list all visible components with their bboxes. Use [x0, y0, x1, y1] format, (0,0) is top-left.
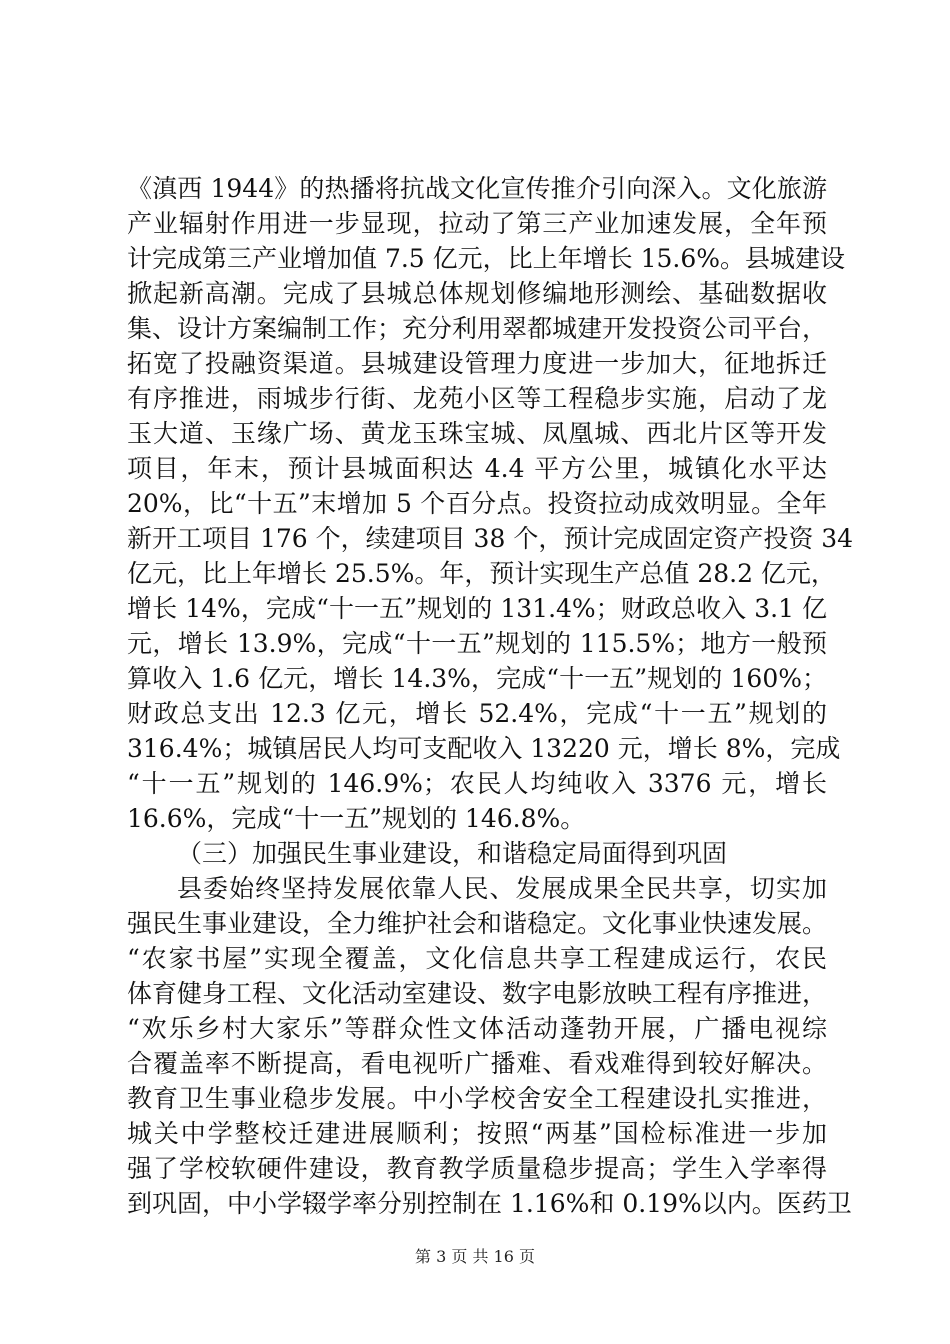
page-footer: 第 3 页 共 16 页 [415, 1247, 535, 1266]
text-line: 新开工项目 176 个，续建项目 38 个，预计完成固定资产投资 34 [127, 524, 854, 553]
text-line: 《滇西 1944》的热播将抗战文化宣传推介引向深入。文化旅游 [127, 174, 827, 203]
text-line: “欢乐乡村大家乐”等群众性文体活动蓬勃开展，广播电视综 [127, 1014, 827, 1043]
text-line: 集、设计方案编制工作；充分利用翠都城建开发投资公司平台， [127, 314, 828, 343]
text-line: 16.6%，完成“十一五”规划的 146.8%。 [127, 804, 586, 833]
text-line: 亿元，比上年增长 25.5%。年，预计实现生产总值 28.2 亿元， [127, 559, 836, 588]
text-line: 算收入 1.6 亿元，增长 14.3%，完成“十一五”规划的 160%； [127, 664, 827, 693]
text-line: 掀起新高潮。完成了县城总体规划修编地形测绘、基础数据收 [127, 279, 827, 308]
section-heading: （三）加强民生事业建设，和谐稳定局面得到巩固 [177, 839, 728, 868]
text-line: 计完成第三产业增加值 7.5 亿元，比上年增长 15.6%。县城建设 [127, 244, 846, 273]
text-line: 县委始终坚持发展依靠人民、发展成果全民共享，切实加 [177, 874, 827, 903]
text-line: 体育健身工程、文化活动室建设、数字电影放映工程有序推进， [127, 979, 828, 1008]
text-line: 有序推进，雨城步行街、龙苑小区等工程稳步实施，启动了龙 [127, 384, 827, 413]
text-line: 到巩固，中小学辍学率分别控制在 1.16%和 0.19%以内。医药卫 [127, 1189, 852, 1218]
text-line: 教育卫生事业稳步发展。中小学校舍安全工程建设扎实推进， [127, 1084, 827, 1113]
text-line: 316.4%；城镇居民人均可支配收入 13220 元，增长 8%，完成 [127, 734, 841, 763]
text-line: 产业辐射作用进一步显现，拉动了第三产业加速发展，全年预 [127, 209, 827, 238]
text-line: 财政总支出 12.3 亿元，增长 52.4%，完成“十一五”规划的 [127, 699, 827, 728]
text-line: 合覆盖率不断提高，看电视听广播难、看戏难得到较好解决。 [127, 1049, 827, 1078]
text-line: 拓宽了投融资渠道。县城建设管理力度进一步加大，征地拆迁 [127, 349, 827, 378]
text-line: 城关中学整校迁建进展顺利；按照“两基”国检标准进一步加 [127, 1119, 827, 1148]
text-line: “十一五”规划的 146.9%；农民人均纯收入 3376 元，增长 [127, 769, 827, 798]
text-line: 元，增长 13.9%，完成“十一五”规划的 115.5%；地方一般预 [127, 629, 827, 658]
text-line: 强民生事业建设，全力维护社会和谐稳定。文化事业快速发展。 [127, 909, 828, 938]
text-line: 20%，比“十五”末增加 5 个百分点。投资拉动成效明显。全年 [127, 489, 827, 518]
text-line: 项目，年末，预计县城面积达 4.4 平方公里，城镇化水平达 [127, 454, 827, 483]
text-line: 玉大道、玉缘广场、黄龙玉珠宝城、凤凰城、西北片区等开发 [127, 419, 827, 448]
text-line: “农家书屋”实现全覆盖，文化信息共享工程建成运行，农民 [127, 944, 827, 973]
text-line: 增长 14%，完成“十一五”规划的 131.4%；财政总收入 3.1 亿 [127, 594, 827, 623]
text-line: 强了学校软硬件建设，教育教学质量稳步提高；学生入学率得 [127, 1154, 827, 1183]
